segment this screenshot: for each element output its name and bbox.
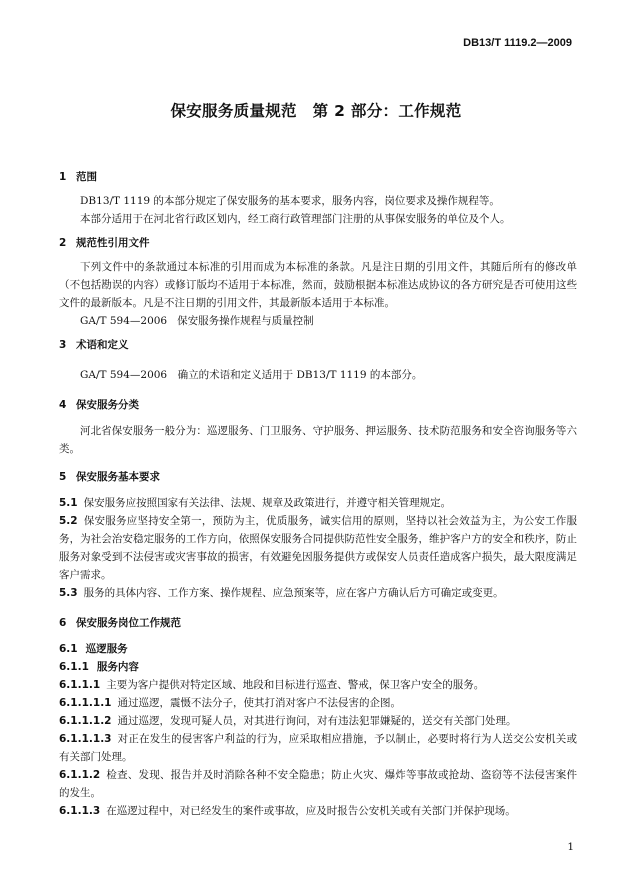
clause-number: 6.1.1.1.2 <box>59 715 112 727</box>
section-1-heading <box>59 168 577 186</box>
clause-text: 通过巡逻，发现可疑人员，对其进行询问，对有违法犯罪嫌疑的，送交有关部门处理。 <box>117 715 517 727</box>
clause-5-2 <box>59 512 577 584</box>
clause-5-3 <box>59 584 577 602</box>
paragraph: 河北省保安服务一般分为：巡逻服务、门卫服务、守护服务、押运服务、技术防范服务和安全咨询服务等六类。 <box>59 425 577 455</box>
clause-number: 5.3 <box>59 587 78 599</box>
section-title: 范围 <box>76 171 97 183</box>
clause-6-1-1-3 <box>59 802 577 820</box>
subsection-6-1-heading <box>59 640 577 658</box>
subsection-6-1-1-heading <box>59 658 577 676</box>
document-body <box>59 168 577 820</box>
section-number: 5 <box>59 471 67 483</box>
clause-number: 5.2 <box>59 515 78 527</box>
standard-code: DB13/T 1119.2—2009 <box>463 37 572 49</box>
section-title: 保安服务岗位工作规范 <box>76 617 181 629</box>
paragraph: 本部分适用于在河北省行政区划内，经工商行政管理部门注册的从事保安服务的单位及个人。 <box>80 213 511 225</box>
clause-number: 6.1.1.2 <box>59 769 101 781</box>
section-title: 保安服务基本要求 <box>76 471 160 483</box>
section-number: 3 <box>59 339 67 351</box>
clause-text: 服务的具体内容、工作方案、操作规程、应急预案等，应在客户方确认后方可确定或变更。 <box>83 587 504 599</box>
section-4-heading <box>59 396 577 414</box>
section-number: 6 <box>59 617 67 629</box>
clause-6-1-1-1-2 <box>59 712 577 730</box>
paragraph: DB13/T 1119 的本部分规定了保安服务的基本要求，服务内容，岗位要求及操作规程等。 <box>80 195 500 207</box>
clause-text: 主要为客户提供对特定区域、地段和目标进行巡查、警戒，保卫客户安全的服务。 <box>106 679 485 691</box>
subsection-number: 6.1 <box>59 643 78 655</box>
paragraph: GA/T 594—2006 确立的术语和定义适用于 DB13/T 1119 的本部分。 <box>80 369 423 381</box>
section-title: 规范性引用文件 <box>76 237 150 249</box>
subsection-number: 6.1.1 <box>59 661 89 673</box>
reference-title: 保安服务操作规程与质量控制 <box>177 315 314 327</box>
subsection-title: 巡逻服务 <box>85 643 128 655</box>
section-5-heading <box>59 468 577 486</box>
clause-number: 6.1.1.1 <box>59 679 101 691</box>
section-number: 4 <box>59 399 67 411</box>
subsection-title: 服务内容 <box>96 661 139 673</box>
section-2-heading <box>59 234 577 252</box>
document-title: 保安服务质量规范 第 2 部分：工作规范 <box>170 102 462 120</box>
paragraph: 下列文件中的条款通过本标准的引用而成为本标准的条款。凡是注日期的引用文件，其随后所有的修改单（不包括勘误的内容）或修订版均不适用于本标准，然而，鼓励根据本标准达成协议的各方研究是否可使用这些文件的最新版本。凡是不注日期的引用文件，其最新版本适用于本标准。 <box>59 261 577 309</box>
section-3-heading <box>59 336 577 354</box>
clause-number: 6.1.1.1.3 <box>59 733 112 745</box>
clause-number: 6.1.1.1.1 <box>59 697 112 709</box>
page-number: 1 <box>567 841 574 853</box>
clause-6-1-1-1-3 <box>59 730 577 766</box>
clause-text: 保安服务应坚持安全第一，预防为主，优质服务，诚实信用的原则，坚持以社会效益为主，为公安工作服务，为社会治安稳定服务的工作方向，依照保安服务合同提供防范性安全服务，维护客户方的安全和秩序，防止服务对象受到不法侵害或灾害事故的损害，有效避免因服务提供方或保安人员责任造成客户损失，最大限度满足客户需求。 <box>59 515 577 581</box>
clause-text: 检查、发现、报告并及时消除各种不安全隐患；防止火灾、爆炸等事故或抢劫、盗窃等不法侵害案件的发生。 <box>59 769 577 799</box>
clause-6-1-1-2 <box>59 766 577 802</box>
reference-entry <box>59 312 577 330</box>
clause-5-1 <box>59 494 577 512</box>
reference-code: GA/T 594—2006 <box>80 315 168 327</box>
clause-6-1-1-1-1 <box>59 694 577 712</box>
clause-text: 在巡逻过程中，对已经发生的案件或事故，应及时报告公安机关或有关部门并保护现场。 <box>106 805 516 817</box>
section-number: 2 <box>59 237 67 249</box>
section-title: 保安服务分类 <box>76 399 139 411</box>
clause-number: 6.1.1.3 <box>59 805 101 817</box>
clause-text: 通过巡逻，震慑不法分子，使其打消对客户不法侵害的企图。 <box>117 697 401 709</box>
section-number: 1 <box>59 171 67 183</box>
clause-6-1-1-1 <box>59 676 577 694</box>
clause-text: 保安服务应按照国家有关法律、法规、规章及政策进行，并遵守相关管理规定。 <box>83 497 452 509</box>
section-title: 术语和定义 <box>76 339 129 351</box>
clause-number: 5.1 <box>59 497 78 509</box>
section-6-heading <box>59 614 577 632</box>
clause-text: 对正在发生的侵害客户利益的行为，应采取相应措施，予以制止，必要时将行为人送交公安机关或有关部门处理。 <box>59 733 577 763</box>
